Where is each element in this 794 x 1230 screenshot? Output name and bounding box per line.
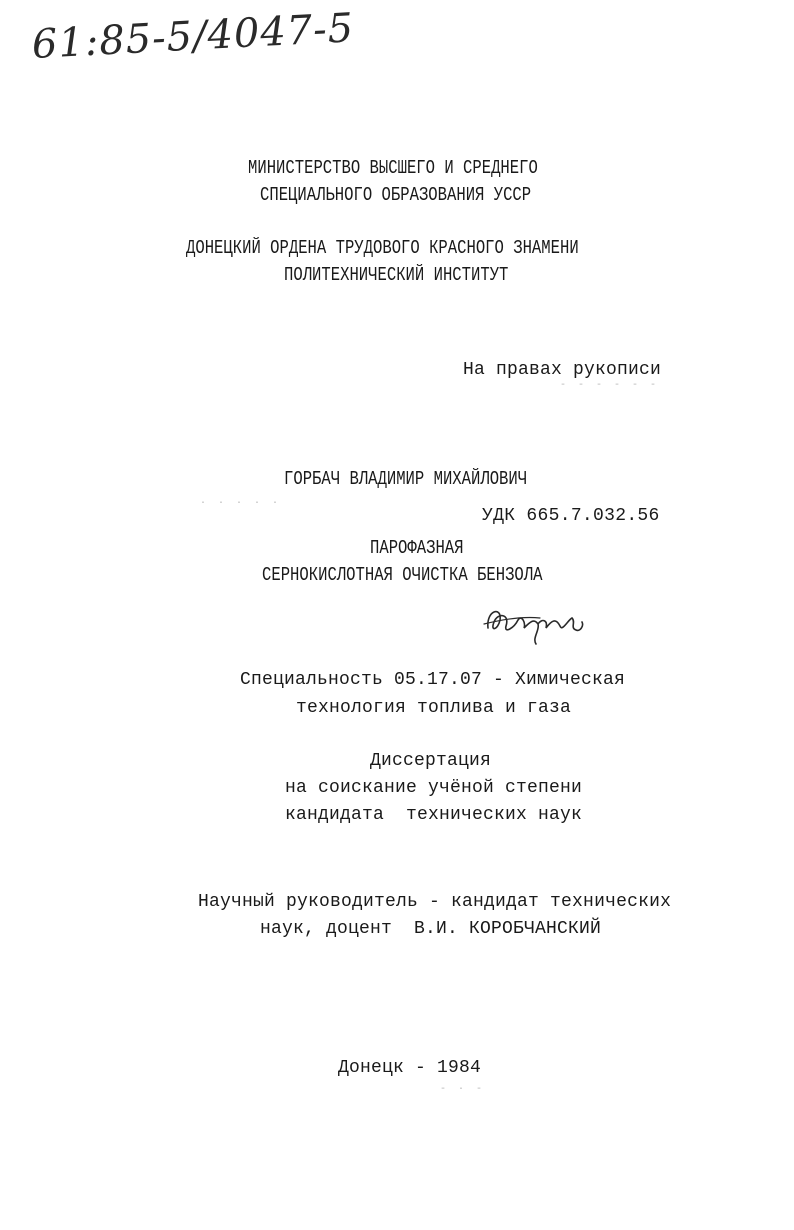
manuscript-rights-note: На правах рукописи [463, 360, 662, 380]
dissertation-degree-line: на соискание учёной степени [285, 778, 583, 798]
underline-dots: - - - - - - [560, 380, 660, 391]
supervisor-line-2: наук, доцент В.И. КОРОБЧАНСКИЙ [260, 919, 602, 939]
supervisor-line-1: Научный руководитель - кандидат технических [198, 892, 672, 912]
dissertation-field-line: кандидата технических наук [285, 805, 583, 825]
scan-dots: · · · · · [200, 498, 282, 509]
institute-line-2: ПОЛИТЕХНИЧЕСКИЙ ИНСТИТУТ [284, 264, 509, 286]
institute-line-1: ДОНЕЦКИЙ ОРДЕНА ТРУДОВОГО КРАСНОГО ЗНАМЕНИ [186, 237, 579, 259]
ministry-line-2: СПЕЦИАЛЬНОГО ОБРАЗОВАНИЯ УССР [260, 184, 532, 206]
dissertation-title-line-2: СЕРНОКИСЛОТНАЯ ОЧИСТКА БЕНЗОЛА [262, 564, 543, 586]
footer-dots: - · - [440, 1084, 486, 1095]
udk-code: УДК 665.7.032.56 [482, 506, 660, 526]
specialty-line-1: Специальность 05.17.07 - Химическая [240, 670, 626, 690]
dissertation-label: Диссертация [370, 751, 492, 771]
dissertation-title-line-1: ПАРОФАЗНАЯ [370, 537, 464, 559]
archive-number-handwritten: 61:85-5/4047-5 [30, 5, 356, 68]
specialty-line-2: технология топлива и газа [296, 698, 572, 718]
place-and-year: Донецк - 1984 [338, 1058, 482, 1078]
ministry-line-1: МИНИСТЕРСТВО ВЫСШЕГО И СРЕДНЕГО [248, 157, 538, 179]
author-name: ГОРБАЧ ВЛАДИМИР МИХАЙЛОВИЧ [284, 468, 528, 490]
author-signature [480, 598, 590, 648]
